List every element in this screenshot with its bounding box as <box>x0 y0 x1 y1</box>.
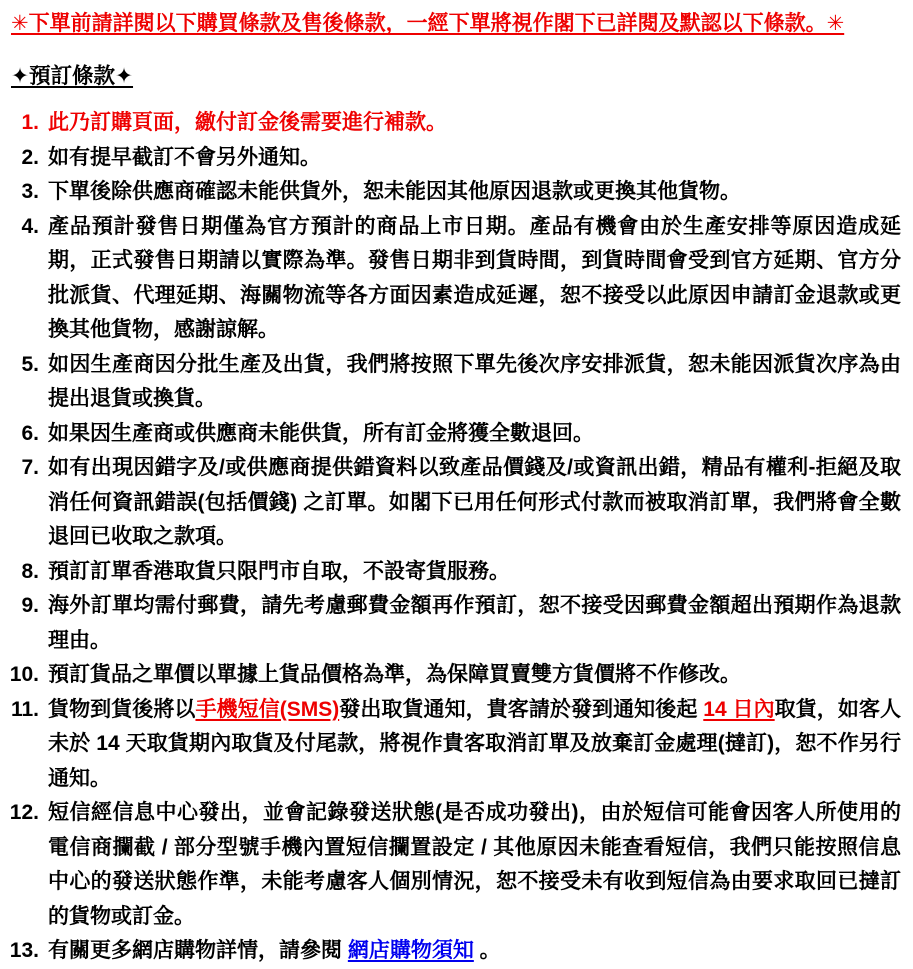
term-item-1 <box>6 106 901 141</box>
term-text: 產品預計發售日期僅為官方預計的商品上市日期。產品有機會由於生產安排等原因造成延期，正式發售日期請以實際為準。發售日期非到貨時間，到貨時間會受到官方延期、官方分批派貨、代理延期、海關物流等各方面因素造成延遲，恕不接受以此原因申請訂金退款或更換其他貨物，感謝諒解。 <box>48 214 901 341</box>
term-number: 8. <box>21 559 39 583</box>
terms-list <box>6 106 901 969</box>
term-text: 短信經信息中心發出，並會記錄發送狀態(是否成功發出)，由於短信可能會因客人所使用的電信商攔截 / 部分型號手機內置短信攔置設定 / 其他原因未能查看短信，我們只能按照信息中心的發送狀態作準，未能考慮客人個別情況，恕不接受未有收到短信為由要求取回已撻訂的貨物或訂金。 <box>48 801 901 928</box>
term-text <box>48 693 901 797</box>
term-item-2 <box>6 141 901 176</box>
term-text-segment: 有關更多網店購物詳情，請參閱 <box>48 939 348 962</box>
term-text-segment: 取貨，如客人未於 14 天取貨期內取貨及付尾款，將視作貴客取消訂單及放棄訂金處理(撻訂)，恕不作另行通知。 <box>48 697 901 790</box>
term-number: 3. <box>21 180 39 203</box>
term-text: 預訂貨品之單價以單據上貨品價格為準，為保障買賣雙方貨價將不作修改。 <box>48 663 741 686</box>
purchase-notice-header: ✳下單前請詳閱以下購買條款及售後條款，一經下單將視作閣下已詳閱及默認以下條款。✳ <box>11 12 845 35</box>
term-number: 11. <box>10 697 39 721</box>
term-number: 5. <box>21 352 39 376</box>
term-item-3 <box>6 175 901 210</box>
term-text <box>48 934 901 969</box>
term-text: 如果因生產商或供應商未能供貨，所有訂金將獲全數退回。 <box>48 421 594 445</box>
term-item-12 <box>6 796 901 934</box>
term-number: 10. <box>9 663 39 686</box>
term-item-7 <box>6 451 901 555</box>
term-number: 9. <box>21 594 39 617</box>
term-text: 下單後除供應商確認未能供貨外，恕未能因其他原因退款或更換其他貨物。 <box>48 180 741 203</box>
term-text: 如有提早截訂不會另外通知。 <box>48 145 321 169</box>
term-number: 12. <box>9 801 39 824</box>
term-item-9 <box>6 589 901 658</box>
term-text-segment: 。 <box>473 939 501 962</box>
term-number: 13. <box>9 939 39 962</box>
preorder-terms-title: ✦預訂條款✦ <box>11 64 134 88</box>
term-number: 7. <box>21 456 39 479</box>
term-item-13 <box>6 934 901 969</box>
term-text: 海外訂單均需付郵費，請先考慮郵費金額再作預訂，恕不接受因郵費金額超出預期作為退款理由。 <box>48 594 901 652</box>
term-item-5 <box>6 348 901 417</box>
term-item-8 <box>6 555 901 590</box>
term-item-10 <box>6 658 901 693</box>
term-item-11 <box>6 693 901 797</box>
term-text: 預訂訂單香港取貨只限門市自取，不設寄貨服務。 <box>48 559 510 583</box>
term-number: 1. <box>21 111 39 134</box>
term-text: 如因生產商因分批生產及出貨，我們將按照下單先後次序安排派貨，恕未能因派貨次序為由提出退貨或換貨。 <box>48 352 901 410</box>
term-number: 2. <box>21 145 39 169</box>
store-shopping-notice-link[interactable]: 網店購物須知 <box>347 939 474 962</box>
term-item-4 <box>6 210 901 348</box>
term-text: 此乃訂購頁面，繳付訂金後需要進行補款。 <box>48 111 447 134</box>
term-number: 4. <box>21 214 39 238</box>
term-item-6 <box>6 417 901 452</box>
term-text-segment: 發出取貨通知，貴客請於發到通知後起 <box>339 697 704 721</box>
term-text-segment: 貨物到貨後將以 <box>48 697 196 721</box>
sms-highlight: 手機短信(SMS) <box>195 697 340 721</box>
term-number: 6. <box>21 421 39 445</box>
pickup-deadline-highlight: 14 日內 <box>703 697 775 721</box>
term-text: 如有出現因錯字及/或供應商提供錯資料以致產品價錢及/或資訊出錯，精品有權利-拒絕及取消任何資訊錯誤(包括價錢) 之訂單。如閣下已用任何形式付款而被取消訂單，我們將會全數退回已收取之款項。 <box>48 456 901 548</box>
